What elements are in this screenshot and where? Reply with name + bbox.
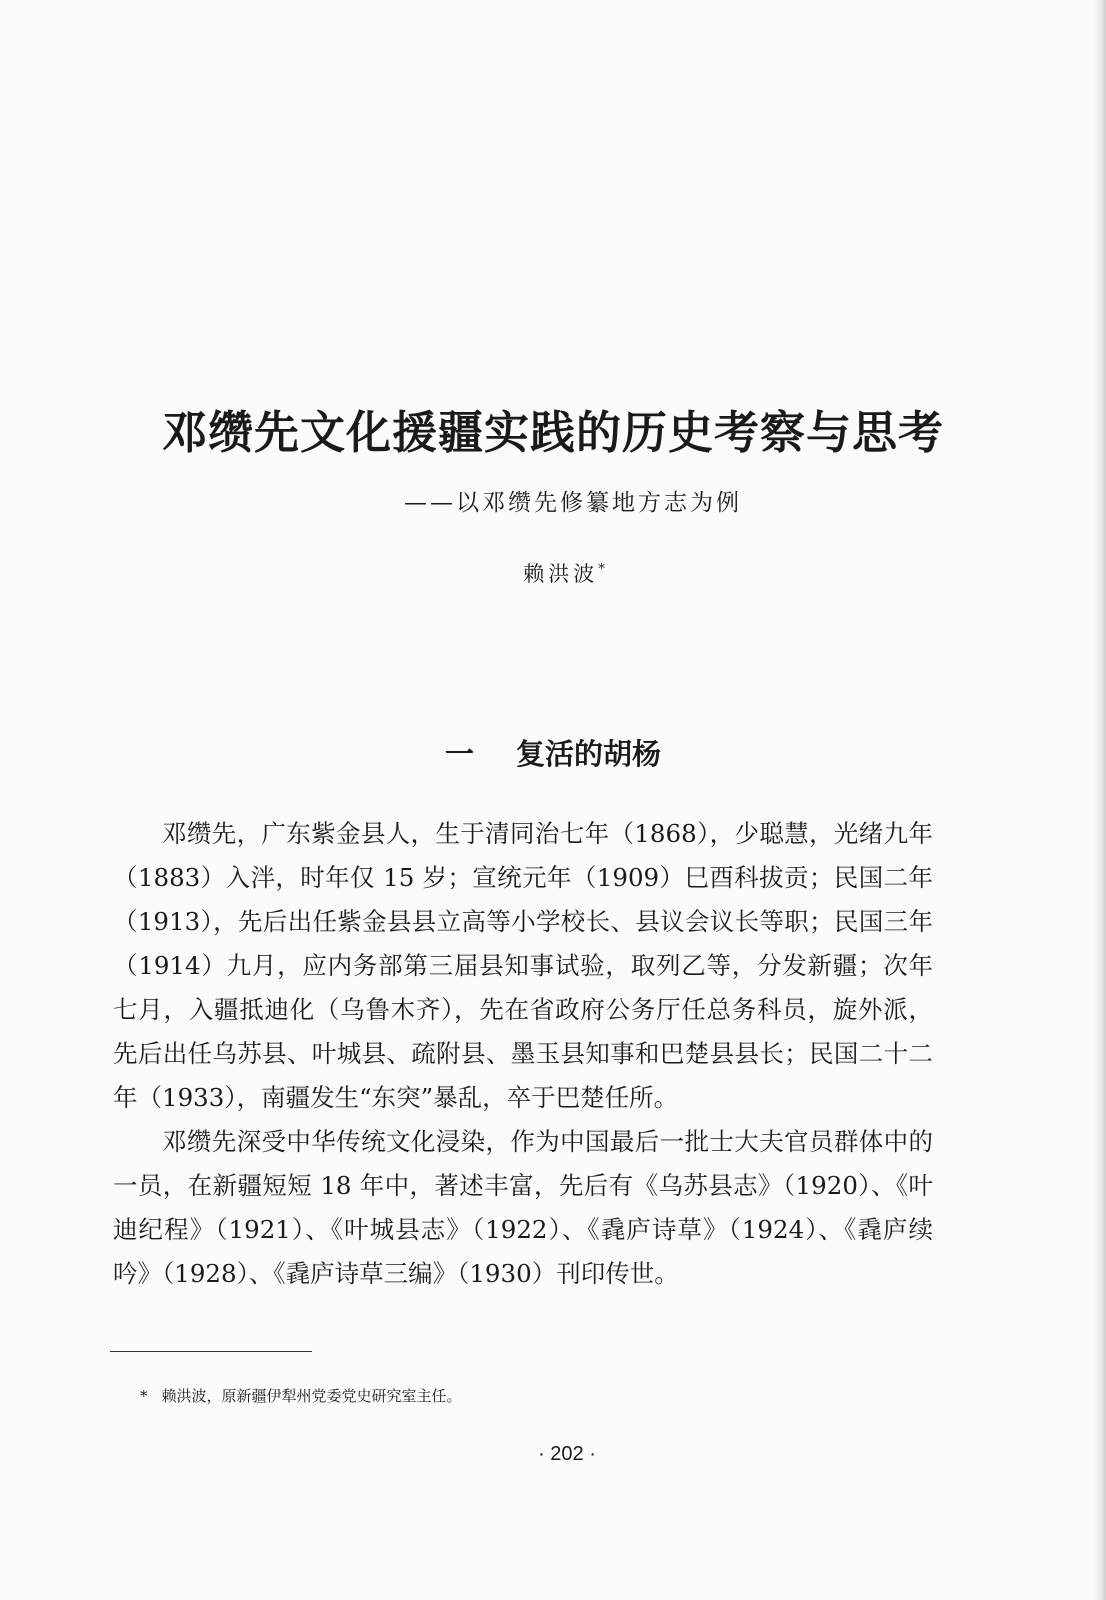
section-title: 复活的胡杨: [516, 737, 662, 771]
footnote-divider: [110, 1351, 312, 1352]
page-number: · 202 ·: [538, 1443, 596, 1465]
author-footnote-mark: *: [598, 562, 609, 577]
article-title: 邓缵先文化援疆实践的历史考察与思考: [161, 406, 944, 459]
author-name: 赖洪波: [523, 562, 599, 586]
article-subtitle: ——以邓缵先修纂地方志为例: [404, 490, 742, 516]
footnote: [140, 1385, 840, 1407]
article-author: [0, 556, 1106, 588]
section-number: 一: [444, 737, 474, 771]
body-text: [113, 812, 933, 1296]
footnote-text: 赖洪波，原新疆伊犁州党委党史研究室主任。: [161, 1387, 462, 1405]
paragraph: 邓缵先，广东紫金县人，生于清同治七年（1868），少聪慧，光绪九年（1883）入泮，时年仅 15 岁；宣统元年（1909）巳酉科拔贡；民国二年（1913），先后出任紫金县县立高等小学校长、县议会议长等职；民国三年（1914）九月，应内务部第三届县知事试验，取列乙等，分发新疆；次年七月，入疆抵迪化（乌鲁木齐），先在省政府公务厅任总务科员，旋外派，先后出任乌苏县、叶城县、疏附县、墨玉县知事和巴楚县县长；民国二十二年（1933），南疆发生“东突”暴乱，卒于巴楚任所。: [113, 819, 933, 1112]
paragraph: 邓缵先深受中华传统文化浸染，作为中国最后一批士大夫官员群体中的一员，在新疆短短 18 年中，著述丰富，先后有《乌苏县志》（1920）、《叶迪纪程》（1921）、《叶城县志》（1922）、《毳庐诗草》（1924）、《毳庐续吟》（1928）、《毳庐诗草三编》（1930）刊印传世。: [113, 1127, 933, 1288]
scan-edge-shadow: [1092, 0, 1106, 1600]
footnote-mark: *: [140, 1387, 148, 1405]
section-heading: [0, 734, 1106, 774]
